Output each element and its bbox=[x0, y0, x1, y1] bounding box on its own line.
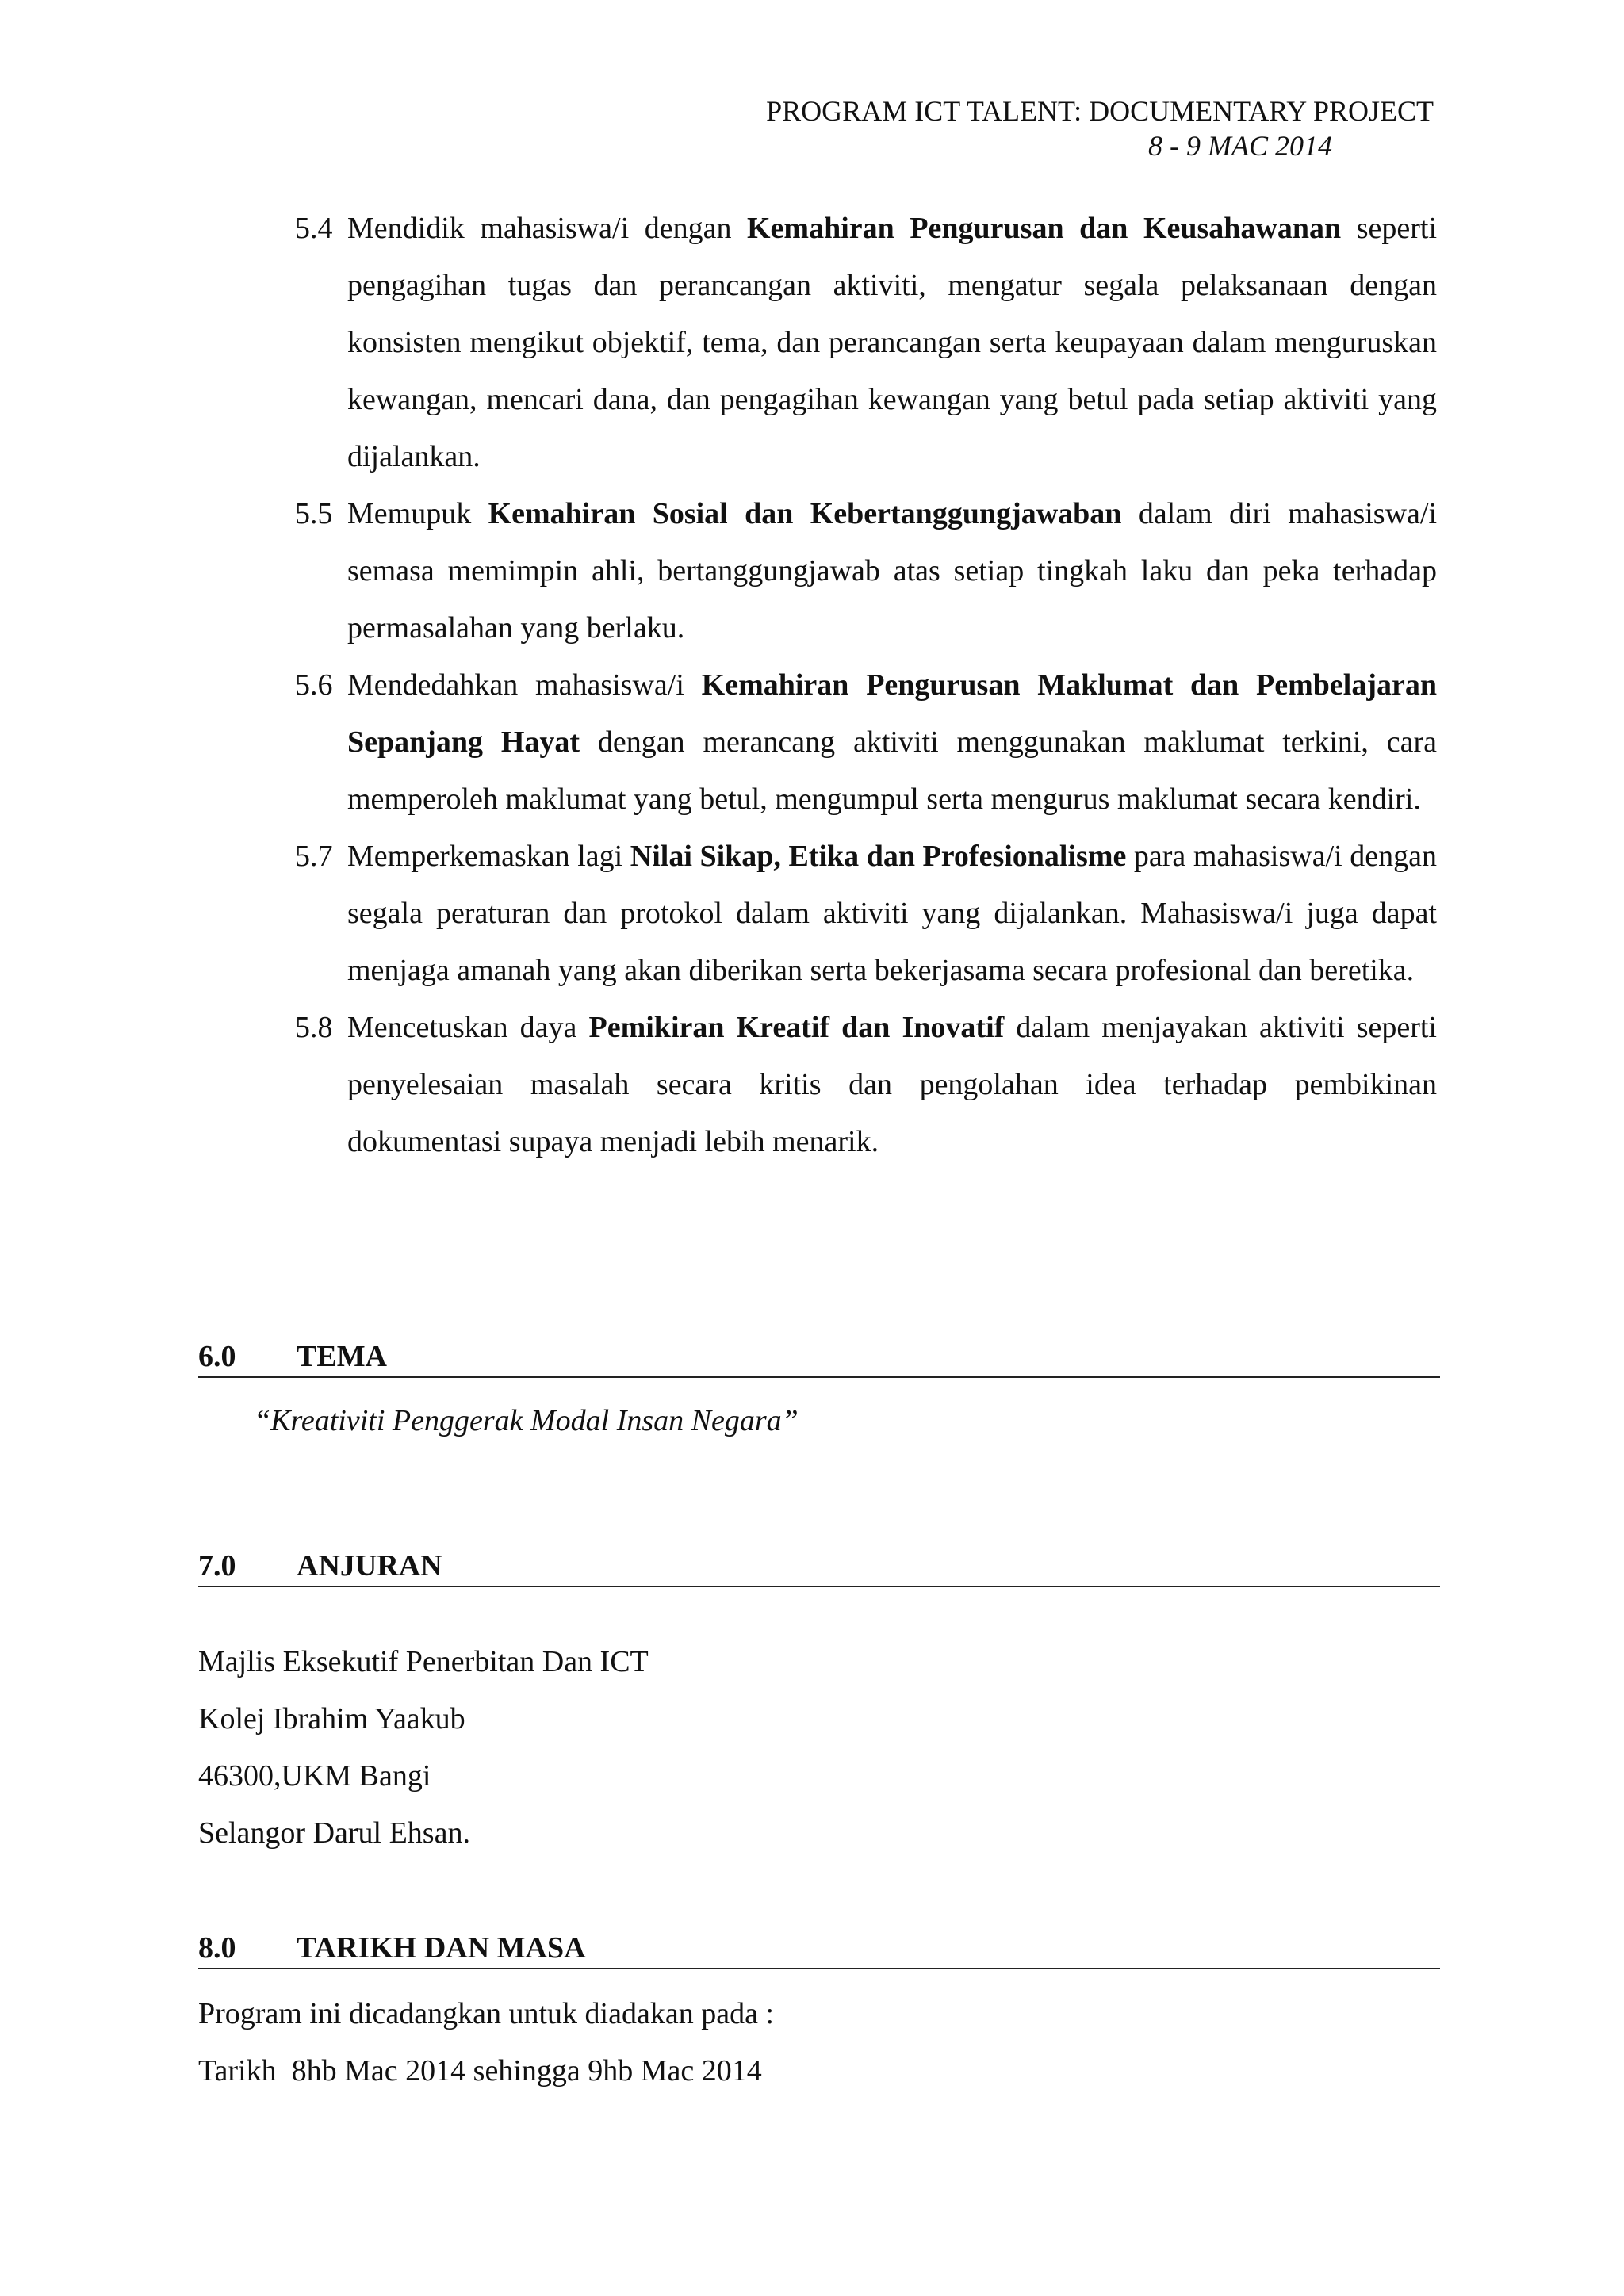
objective-text-bold: Kemahiran Sosial dan Kebertanggungjawaban bbox=[488, 497, 1122, 530]
section-number: 8.0 bbox=[198, 1931, 236, 1965]
objective-text-bold: Kemahiran Pengurusan dan Keusahawanan bbox=[747, 212, 1342, 245]
objective-number: 5.6 bbox=[295, 668, 333, 702]
objective-item-5-6 bbox=[295, 656, 1437, 828]
objective-text-pre: Memperkemaskan lagi bbox=[347, 840, 630, 873]
objective-item-5-7 bbox=[295, 828, 1437, 999]
objective-text-pre: Mencetuskan daya bbox=[347, 1011, 589, 1044]
section-heading bbox=[198, 1337, 1440, 1378]
section-heading bbox=[198, 1546, 1440, 1587]
objective-text-pre: Mendedahkan mahasiswa/i bbox=[347, 668, 702, 702]
theme-quote: “Kreativiti Penggerak Modal Insan Negara” bbox=[254, 1404, 799, 1437]
section-tarikh bbox=[198, 1928, 1440, 2099]
organizer-address bbox=[198, 1633, 1440, 1862]
objective-item-5-5 bbox=[295, 485, 1437, 656]
header-date: 8 - 9 MAC 2014 bbox=[1148, 130, 1332, 162]
objective-text-bold: Pemikiran Kreatif dan Inovatif bbox=[588, 1011, 1005, 1044]
date-details bbox=[198, 1985, 1440, 2099]
objective-text-pre: Mendidik mahasiswa/i dengan bbox=[347, 212, 747, 245]
objective-item-5-8 bbox=[295, 999, 1437, 1170]
date-line: Tarikh 8hb Mac 2014 sehingga 9hb Mac 2014 bbox=[198, 2054, 762, 2087]
page-header bbox=[766, 94, 1434, 163]
objective-text-bold: Nilai Sikap, Etika dan Profesionalisme bbox=[630, 840, 1127, 873]
objective-number: 5.4 bbox=[295, 212, 333, 245]
section-anjuran bbox=[198, 1546, 1440, 1862]
date-line: Program ini dicadangkan untuk diadakan pada : bbox=[198, 1997, 775, 2030]
objective-text-bold: Kemahiran Pengurusan Maklumat dan Pembelajaran Sepanjang Hayat bbox=[347, 668, 1437, 759]
objective-text-post: seperti pengagihan tugas dan perancangan aktiviti, mengatur segala pelaksanaan dengan konsisten mengikut objektif, tema, dan perancangan serta keupayaan dalam menguruskan kewangan, mencari dana, dan pengagihan kewangan yang betul pada setiap aktiviti yang dijalankan. bbox=[347, 212, 1437, 473]
address-line: Selangor Darul Ehsan. bbox=[198, 1816, 470, 1850]
objective-text-post: dengan merancang aktiviti menggunakan maklumat terkini, cara memperoleh maklumat yang betul, mengumpul serta mengurus maklumat secara kendiri. bbox=[347, 725, 1437, 816]
objective-text-post: para mahasiswa/i dengan segala peraturan dan protokol dalam aktiviti yang dijalankan. Mahasiswa/i juga dapat menjaga amanah yang akan diberikan serta bekerjasama secara profesional dan beretika. bbox=[347, 840, 1437, 987]
objective-text-pre: Memupuk bbox=[347, 497, 488, 530]
objectives-list bbox=[295, 200, 1437, 1170]
address-line: Kolej Ibrahim Yaakub bbox=[198, 1702, 465, 1735]
section-heading bbox=[198, 1928, 1440, 1969]
objective-number: 5.7 bbox=[295, 840, 333, 873]
objective-text-post: dalam diri mahasiswa/i semasa memimpin ahli, bertanggungjawab atas setiap tingkah laku dan peka terhadap permasalahan yang berlaku. bbox=[347, 497, 1437, 645]
objective-number: 5.8 bbox=[295, 1011, 333, 1044]
section-title: TARIKH DAN MASA bbox=[297, 1931, 586, 1965]
address-line: 46300,UKM Bangi bbox=[198, 1759, 431, 1793]
section-number: 7.0 bbox=[198, 1549, 236, 1582]
section-tema bbox=[198, 1337, 1440, 1449]
section-title: ANJURAN bbox=[297, 1549, 442, 1582]
objective-text-post: dalam menjayakan aktiviti seperti penyelesaian masalah secara kritis dan pengolahan idea terhadap pembikinan dokumentasi supaya menjadi lebih menarik. bbox=[347, 1011, 1437, 1158]
address-line: Majlis Eksekutif Penerbitan Dan ICT bbox=[198, 1645, 649, 1678]
objective-item-5-4 bbox=[295, 200, 1437, 485]
section-number: 6.0 bbox=[198, 1340, 236, 1373]
section-title: TEMA bbox=[297, 1340, 387, 1373]
objective-number: 5.5 bbox=[295, 497, 333, 530]
header-title: PROGRAM ICT TALENT: DOCUMENTARY PROJECT bbox=[766, 95, 1434, 127]
